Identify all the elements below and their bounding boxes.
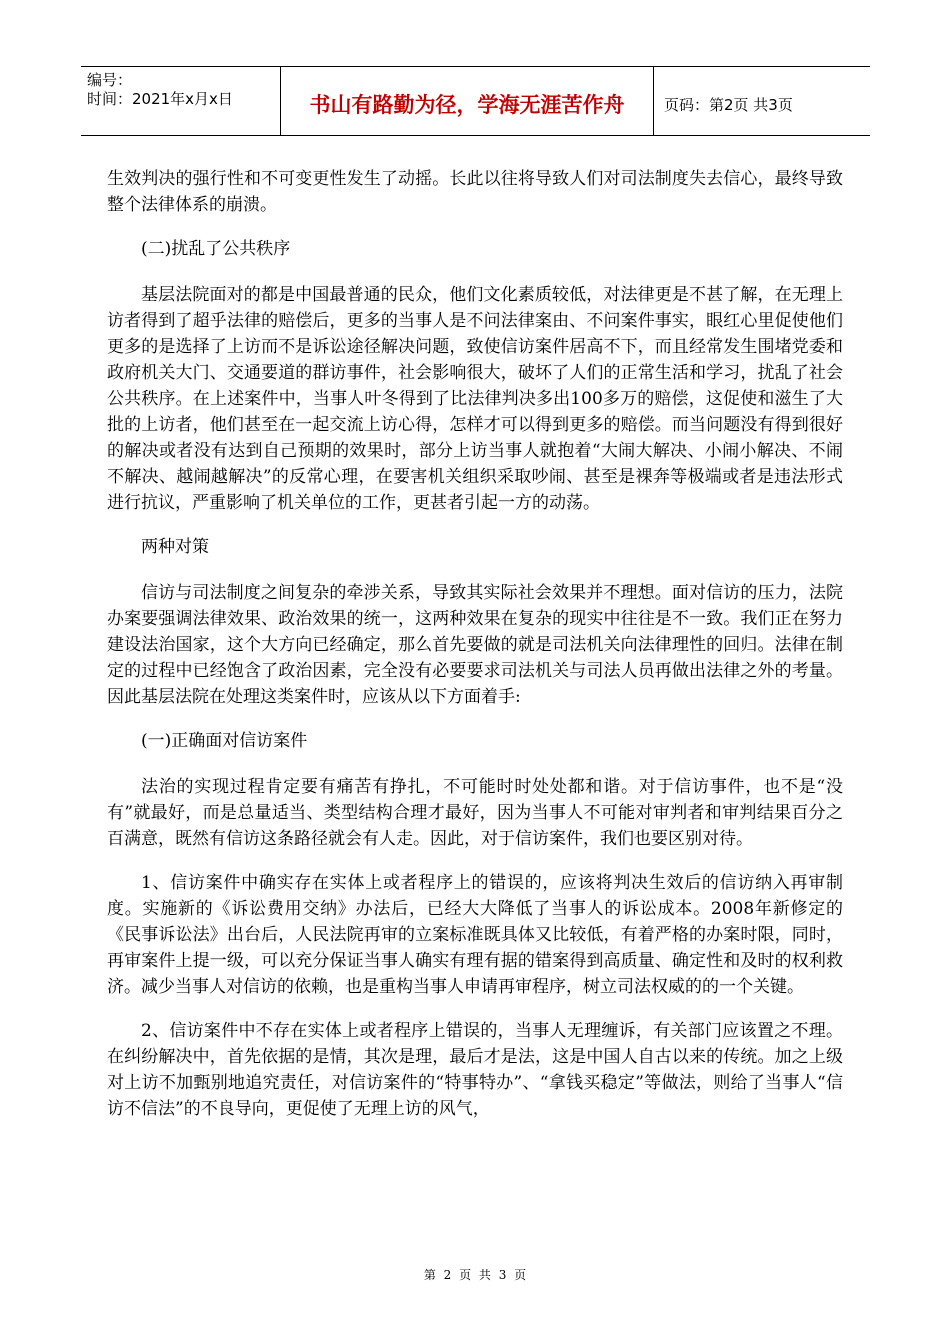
document-time-label: 时间：2021年x月x日 [87, 90, 233, 108]
header-motto: 书山有路勤为径，学海无涯苦作舟 [281, 67, 654, 135]
page-footer: 第 2 页 共 3 页 [423, 1268, 527, 1282]
document-body [107, 166, 843, 1140]
section-heading-two-countermeasures: 两种对策 [141, 537, 209, 557]
paragraph: 法治的实现过程肯定要有痛苦有挣扎，不可能时时处处都和谐。对于信访事件，也不是“没有”就最好，而是总量适当、类型结构合理才最好，因为当事人不可能对审判者和审判结果百分之百满意，既然有信访这条路径就会有人走。因此，对于信访案件，我们也要区别对待。 [107, 777, 843, 849]
section-heading-face-petition-cases: (一)正确面对信访案件 [141, 731, 308, 751]
header-meta-cell [81, 67, 281, 135]
paragraph: 信访与司法制度之间复杂的牵涉关系，导致其实际社会效果并不理想。面对信访的压力，法院办案要强调法律效果、政治效果的统一，这两种效果在复杂的现实中往往是不一致。我们正在努力建设法治国家，这个大方向已经确定，那么首先要做的就是司法机关向法律理性的回归。法律在制定的过程中已经饱含了政治因素，完全没有必要要求司法机关与司法人员再做出法律之外的考量。因此基层法院在处理这类案件时，应该从以下方面着手: [107, 583, 843, 707]
section-heading-disrupt-order: (二)扰乱了公共秩序 [141, 239, 291, 259]
paragraph-continued: 生效判决的强行性和不可变更性发生了动摇。长此以往将导致人们对司法制度失去信心，最终导致整个法律体系的崩溃。 [107, 169, 843, 215]
paragraph-item-2: 2、信访案件中不存在实体上或者程序上错误的，当事人无理缠诉，有关部门应该置之不理。在纠纷解决中，首先依据的是情，其次是理，最后才是法，这是中国人自古以来的传统。加之上级对上访不加甄别地追究责任，对信访案件的“特事特办”、“拿钱买稳定”等做法，则给了当事人“信访不信法”的不良导向，更促使了无理上访的风气， [107, 1021, 843, 1119]
paragraph: 基层法院面对的都是中国最普通的民众，他们文化素质较低，对法律更是不甚了解，在无理上访者得到了超乎法律的赔偿后，更多的当事人是不问法律案由、不问案件事实，眼红心里促使他们更多的是选择了上访而不是诉讼途径解决问题，致使信访案件居高不下，而且经常发生围堵党委和政府机关大门、交通要道的群访事件，社会影响很大，破坏了人们的正常生活和学习，扰乱了社会公共秩序。在上述案件中，当事人叶冬得到了比法律判决多出100多万的赔偿，这促使和滋生了大批的上访者，他们甚至在一起交流上访心得，怎样才可以得到更多的赔偿。而当问题没有得到很好的解决或者没有达到自己预期的效果时，部分上访当事人就抱着“大闹大解决、小闹小解决、不闹不解决、越闹越解决”的反常心理，在要害机关组织采取吵闹、甚至是裸奔等极端或者是违法形式进行抗议，严重影响了机关单位的工作，更甚者引起一方的动荡。 [107, 285, 843, 513]
header-page-info: 页码：第2页 共3页 [664, 95, 793, 114]
document-header [81, 66, 870, 136]
paragraph-item-1: 1、信访案件中确实存在实体上或者程序上的错误的，应该将判决生效后的信访纳入再审制度。实施新的《诉讼费用交纳》办法后，已经大大降低了当事人的诉讼成本。2008年新修定的《民事诉讼法》出台后，人民法院再审的立案标准既具体又比较低，有着严格的办案时限，同时，再审案件上提一级，可以充分保证当事人确实有理有据的错案得到高质量、确定性和及时的权利救济。减少当事人对信访的依赖，也是重构当事人申请再审程序，树立司法权威的的一个关键。 [107, 873, 843, 997]
document-number-label: 编号： [87, 71, 133, 89]
